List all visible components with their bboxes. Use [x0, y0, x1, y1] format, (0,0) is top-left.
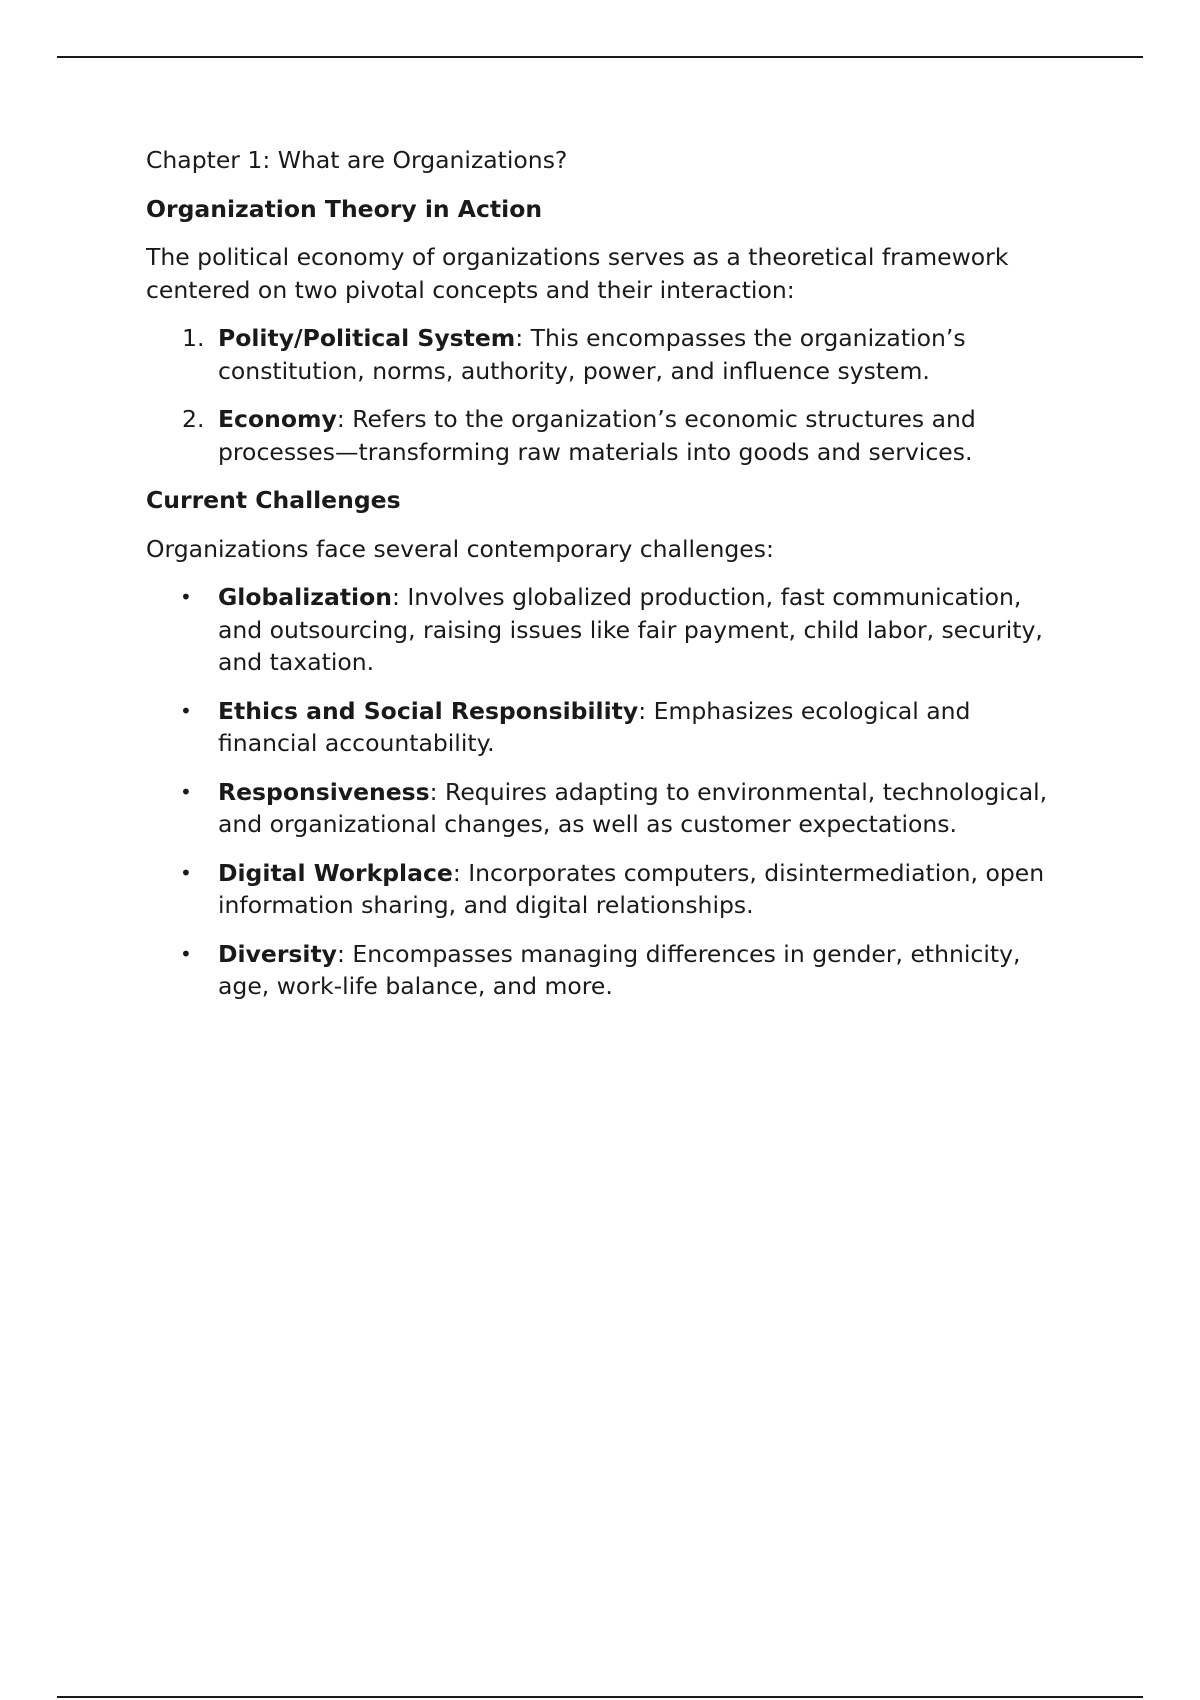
list-number: 1.: [182, 324, 205, 352]
section-heading-current-challenges: Current Challenges: [146, 486, 401, 514]
bullet-icon: •: [180, 941, 192, 966]
term-label: Responsiveness: [218, 777, 430, 806]
bullet-icon: •: [180, 585, 192, 609]
bottom-rule: [57, 1696, 1143, 1698]
term-label: Polity/Political System: [218, 324, 516, 352]
section-heading-organization-theory: Organization Theory in Action: [146, 194, 543, 223]
list-item-responsiveness: [146, 776, 1066, 841]
bullet-icon: •: [180, 698, 192, 723]
list-number: 2.: [182, 405, 205, 433]
bullet-icon: •: [180, 860, 192, 885]
list-item-globalization: [146, 581, 1066, 679]
section-intro-political-economy: The political economy of organizations serves as a theoretical framework centered on two pivotal concepts and their interaction:: [146, 243, 1009, 304]
term-label: Digital Workplace: [218, 858, 453, 887]
term-description: : Refers to the organization’s economic structures and processes—transforming raw materials into goods and services.: [218, 405, 976, 466]
term-description: : Requires adapting to environmental, technological, and organizational changes, as well as customer expectations.: [218, 777, 1048, 838]
term-description: : Encompasses managing differences in gender, ethnicity, age, work-life balance, and more.: [218, 939, 1021, 1000]
term-label: Diversity: [218, 939, 338, 968]
numbered-list: [146, 322, 1066, 468]
term-description: : Incorporates computers, disintermediation, open information sharing, and digital relationships.: [218, 858, 1045, 919]
term-description: : This encompasses the organization’s constitution, norms, authority, power, and influence system.: [218, 324, 966, 385]
top-rule: [57, 56, 1143, 58]
chapter-title: Chapter 1: What are Organizations?: [146, 146, 568, 174]
list-item-digital-workplace: [146, 857, 1066, 922]
section-intro-challenges: Organizations face several contemporary challenges:: [146, 534, 774, 563]
term-label: Economy: [218, 405, 337, 433]
term-label: Globalization: [218, 583, 392, 611]
list-item-polity: [146, 322, 1066, 387]
document-body: [146, 144, 1066, 1019]
term-description: : Emphasizes ecological and financial accountability.: [218, 696, 971, 757]
term-description: : Involves globalized production, fast communication, and outsourcing, raising issues like fair payment, child labor, security, and taxation.: [218, 583, 1043, 676]
list-item-ethics: [146, 695, 1066, 760]
bullet-icon: •: [180, 779, 192, 804]
bullet-list: [146, 581, 1066, 1003]
list-item-economy: [146, 403, 1066, 468]
list-item-diversity: [146, 938, 1066, 1003]
term-label: Ethics and Social Responsibility: [218, 696, 639, 725]
